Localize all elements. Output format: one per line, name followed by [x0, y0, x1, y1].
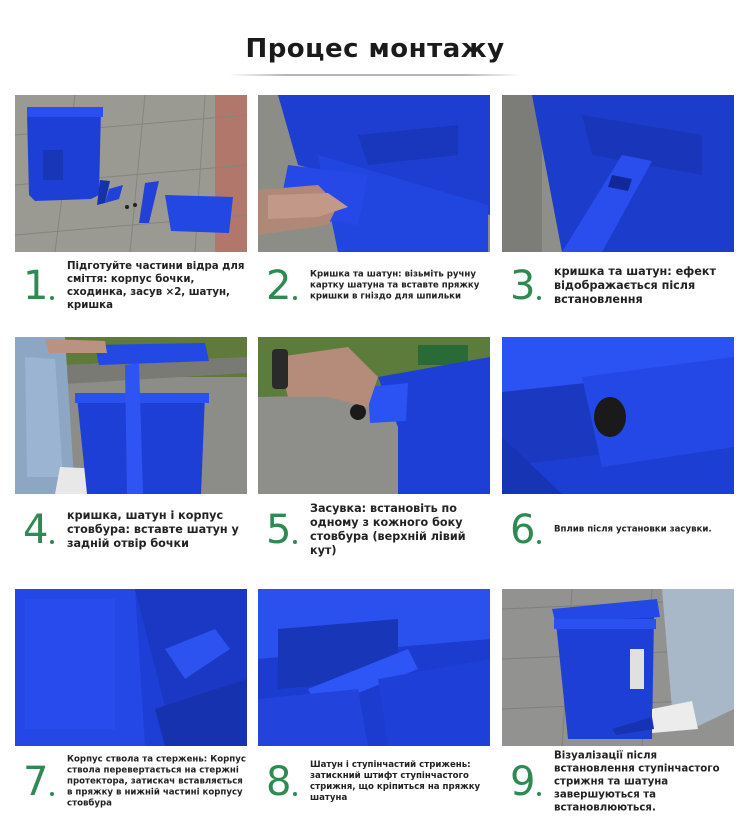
step-text: Вплив після установки засувки.	[554, 524, 712, 535]
step-text: Кришка та шатун: візьміть ручну картку шатуна та вставте пряжку кришки в гніздо для шпильки	[310, 269, 480, 302]
step-text: Шатун і ступінчастий стрижень: затискний штифт ступінчастого стрижня, що кріпиться на пряжку шатуна	[310, 760, 481, 803]
step-caption-5	[258, 500, 490, 560]
step-number: 9	[510, 752, 535, 812]
step-text: Візуалізації після встановлення ступінчастого стрижня та шатуна завершуються та встановлюються.	[554, 750, 720, 814]
title-divider	[228, 74, 522, 76]
step-caption-9	[502, 752, 734, 812]
step-number: 3	[510, 256, 535, 316]
step-text: Підготуйте частини відра для сміття: корпус бочки, сходинка, засув ×2, шатун, кришка	[67, 261, 245, 311]
step-text: Корпус ствола та стержень: Корпус ствола перевертається на стержні протектора, затискач вставляється в пряжку в нижній частині корпусу стовбура	[67, 754, 246, 809]
step-text: кришка, шатун і корпус стовбура: вставте шатун у задній отвір бочки	[67, 509, 239, 550]
step-number: 7	[23, 752, 48, 812]
step-caption-2	[258, 256, 490, 316]
photo-step-6	[502, 337, 734, 494]
photo-step-1	[15, 95, 247, 252]
step-caption-3	[502, 256, 734, 316]
photo-step-3	[502, 95, 734, 252]
step-number: 1	[23, 256, 48, 316]
step-caption-7	[15, 752, 247, 812]
step-number: 4	[23, 500, 48, 560]
step-caption-8	[258, 752, 490, 812]
step-caption-6	[502, 500, 734, 560]
step-text: Засувка: встановіть по одному з кожного боку стовбура (верхній лівий кут)	[310, 502, 466, 557]
step-number: 5	[266, 500, 291, 560]
step-number: 6	[510, 500, 535, 560]
photo-step-7	[15, 589, 247, 746]
photo-step-2	[258, 95, 490, 252]
page-title: Процес монтажу	[245, 34, 505, 64]
step-number: 2	[266, 256, 291, 316]
photo-step-9	[502, 589, 734, 746]
step-number: 8	[266, 752, 291, 812]
photo-step-4	[15, 337, 247, 494]
photo-step-8	[258, 589, 490, 746]
step-text: кришка та шатун: ефект відображається після встановлення	[554, 265, 716, 306]
photo-step-5	[258, 337, 490, 494]
step-caption-4	[15, 500, 247, 560]
step-caption-1	[15, 256, 247, 316]
